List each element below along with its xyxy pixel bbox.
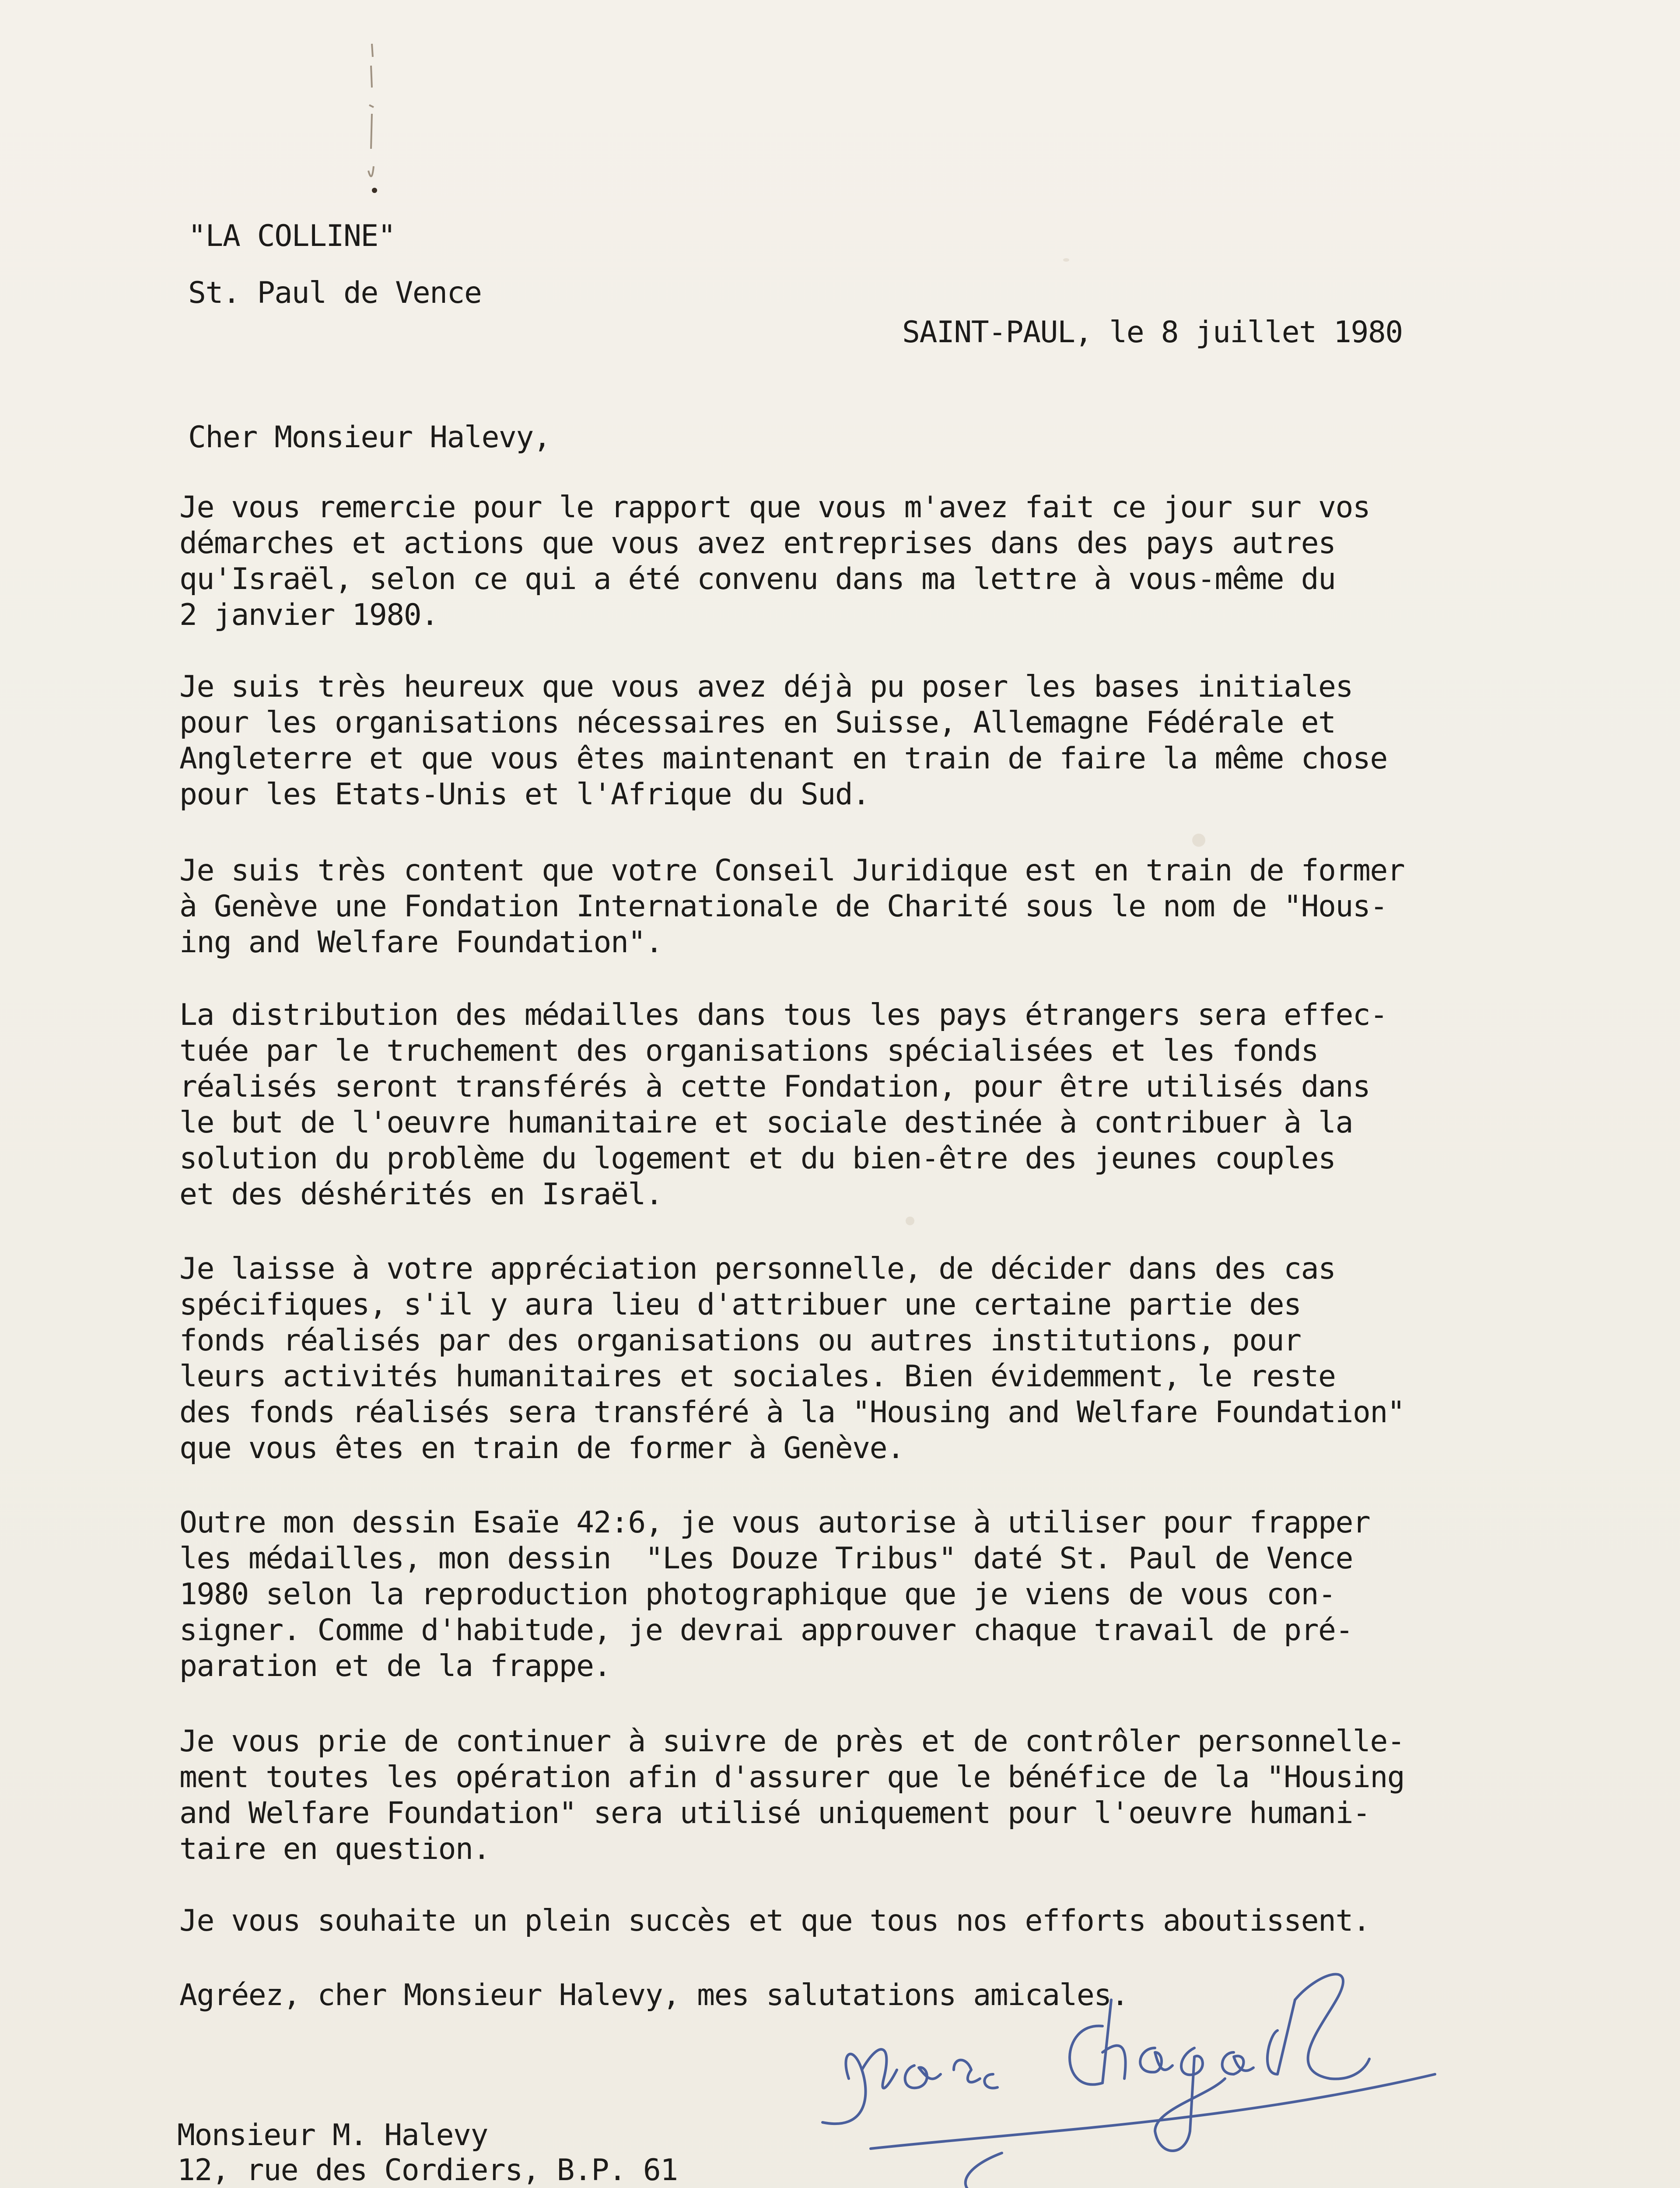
letter-date: SAINT-PAUL, le 8 juillet 1980 [902,315,1403,350]
body-line: leurs activités humanitaires et sociales. Bien évidemment, le reste [179,1359,1336,1394]
body-line: pour les Etats-Unis et l'Afrique du Sud. [179,777,870,812]
body-line: des fonds réalisés sera transféré à la "Housing and Welfare Foundation" [179,1395,1405,1430]
body-line: le but de l'oeuvre humanitaire et sociale destinée à contribuer à la [179,1105,1353,1140]
body-line: Je vous remercie pour le rapport que vous m'avez fait ce jour sur vos [179,490,1370,525]
body-line: ing and Welfare Foundation". [179,925,663,960]
paper-stain [1192,834,1205,847]
body-line: paration et de la frappe. [179,1649,611,1683]
body-line: spécifiques, s'il y aura lieu d'attribuer une certaine partie des [179,1287,1301,1322]
salutation: Cher Monsieur Halevy, [188,420,551,455]
body-line: fonds réalisés par des organisations ou autres institutions, pour [179,1323,1301,1358]
body-line: que vous êtes en train de former à Genève. [179,1431,904,1466]
body-line: les médailles, mon dessin "Les Douze Tribus" daté St. Paul de Vence [179,1541,1353,1576]
body-line: Je suis très heureux que vous avez déjà pu poser les bases initiales [179,670,1353,704]
body-line: and Welfare Foundation" sera utilisé uniquement pour l'oeuvre humani- [179,1796,1370,1830]
body-line: Je vous prie de continuer à suivre de près et de contrôler personnelle- [179,1724,1405,1759]
body-line: tuée par le truchement des organisations spécialisées et les fonds [179,1034,1319,1068]
body-line: Je vous souhaite un plein succès et que tous nos efforts aboutissent. [179,1904,1370,1938]
signature [814,1965,1470,2188]
recipient-street: 12, rue des Cordiers, B.P. 61 [177,2153,678,2188]
body-line: solution du problème du logement et du bien-être des jeunes couples [179,1141,1336,1176]
body-line: ment toutes les opération afin d'assurer que le bénéfice de la "Housing [179,1760,1405,1795]
body-line: pour les organisations nécessaires en Suisse, Allemagne Fédérale et [179,705,1336,740]
body-line: et des déshérités en Israël. [179,1177,663,1212]
paper-stain [906,1217,914,1225]
body-line: La distribution des médailles dans tous les pays étrangers sera effec- [179,998,1387,1032]
pencil-mark [359,39,385,197]
body-line: signer. Comme d'habitude, je devrai approuver chaque travail de pré- [179,1613,1353,1648]
body-line: Je laisse à votre appréciation personnelle, de décider dans des cas [179,1252,1336,1286]
paper-stain [1063,258,1069,262]
body-line: qu'Israël, selon ce qui a été convenu dans ma lettre à vous-même du [179,562,1336,596]
sender-name: "LA COLLINE" [188,219,396,253]
body-line: Outre mon dessin Esaïe 42:6, je vous autorise à utiliser pour frapper [179,1505,1370,1540]
sender-place: St. Paul de Vence [188,276,482,310]
body-line: Je suis très content que votre Conseil Juridique est en train de former [179,853,1405,888]
body-line: démarches et actions que vous avez entreprises dans des pays autres [179,526,1336,561]
recipient-name: Monsieur M. Halevy [177,2118,488,2153]
body-line: 2 janvier 1980. [179,598,438,632]
body-line: à Genève une Fondation Internationale de Charité sous le nom de "Hous- [179,889,1387,924]
body-line: 1980 selon la reproduction photographique que je viens de vous con- [179,1577,1336,1612]
body-line: Agréez, cher Monsieur Halevy, mes salutations amicales. [179,1978,1129,2013]
body-line: réalisés seront transférés à cette Fondation, pour être utilisés dans [179,1069,1370,1104]
body-line: taire en question. [179,1832,490,1866]
body-line: Angleterre et que vous êtes maintenant en train de faire la même chose [179,741,1387,776]
